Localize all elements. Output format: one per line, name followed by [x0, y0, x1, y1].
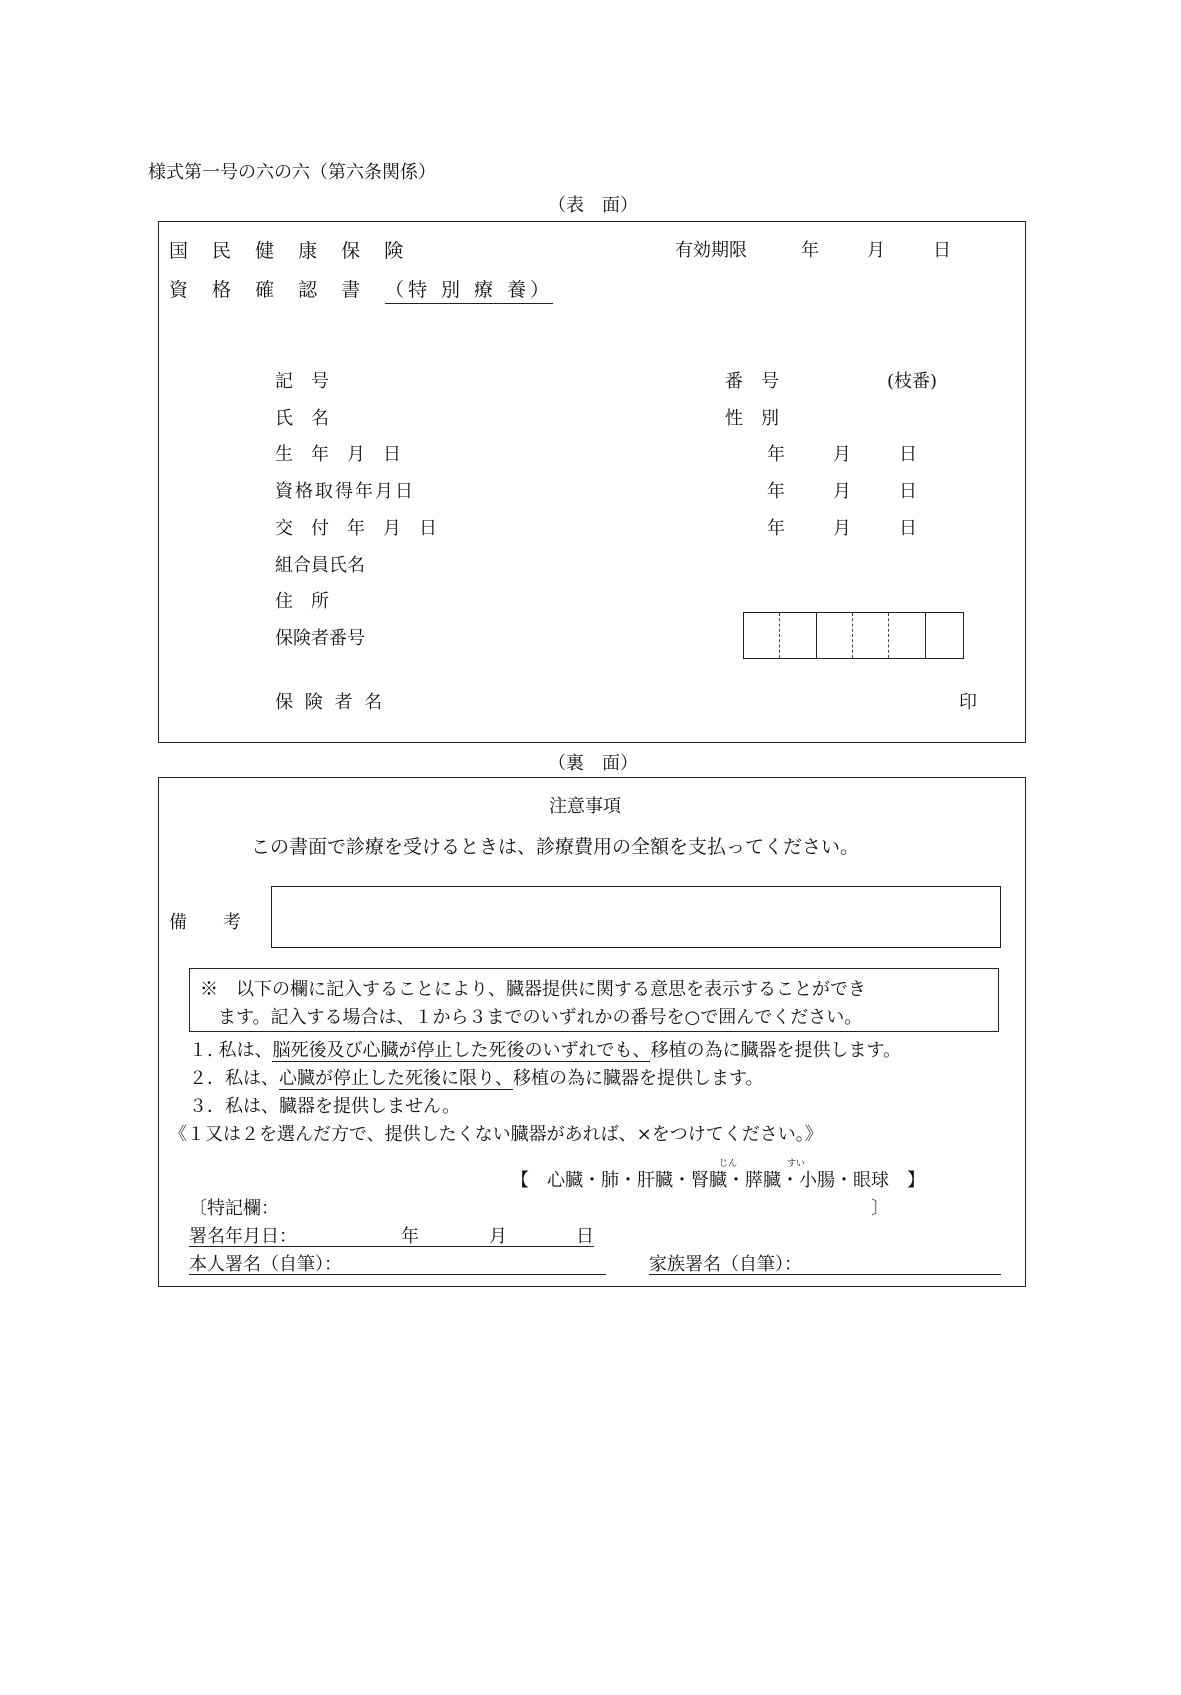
birth-month: 月 [833, 444, 851, 465]
organ-option-1[interactable] [189, 1036, 901, 1062]
expiry-day: 日 [933, 240, 951, 261]
form-title: 様式第一号の六の六（第六条関係） [148, 162, 436, 183]
ruby-sui: すい [787, 1159, 806, 1169]
expiry-year: 年 [801, 240, 819, 261]
tokki-label: 〔特記欄： [189, 1198, 279, 1219]
family-sign-line[interactable] [649, 1250, 1001, 1275]
sign-date-year: 年 [401, 1226, 419, 1247]
shikaku-day: 日 [899, 481, 917, 502]
biko-box[interactable] [271, 886, 1001, 948]
field-shimei: 氏 名 [275, 408, 329, 429]
kofu-day: 日 [899, 518, 917, 539]
self-sign-label: 本人署名（自筆）： [189, 1254, 342, 1275]
kofu-month: 月 [833, 518, 851, 539]
insurer-digit-2[interactable] [780, 613, 817, 658]
option1-underlined: 脳死後及び心臓が停止した死後のいずれでも、 [272, 1040, 651, 1061]
sign-date-line[interactable] [189, 1222, 594, 1247]
birth-day: 日 [899, 444, 917, 465]
field-edaban: (枝番) [887, 371, 938, 392]
insurer-digit-1[interactable] [744, 613, 780, 658]
field-seibetsu: 性 別 [725, 408, 779, 429]
organ-notice-line1: ※ 以下の欄に記入することにより、臓器提供に関する意思を表示することができ [200, 979, 866, 1000]
field-birth: 生 年 月 日 [275, 444, 401, 465]
organ-option-2[interactable] [189, 1064, 764, 1090]
title-subtitle: （特 別 療 養） [385, 275, 553, 304]
kofu-year: 年 [767, 518, 785, 539]
organ-option-note: 《１又は２を選んだ方で、提供したくない臓器があれば、×をつけてください。》 [169, 1124, 823, 1145]
self-sign-line[interactable] [189, 1250, 606, 1275]
organ-notice-box [189, 968, 999, 1032]
seal-mark: 印 [959, 692, 977, 713]
insurer-digit-5[interactable] [889, 613, 926, 658]
birth-year: 年 [767, 444, 785, 465]
notes-text: この書面で診療を受けるときは、診療費用の全額を支払ってください。 [251, 836, 860, 858]
shikaku-year: 年 [767, 481, 785, 502]
expiry-label: 有効期限 [675, 240, 747, 261]
option2-prefix: ２．私は、 [189, 1068, 279, 1089]
field-bango: 番 号 [725, 371, 779, 392]
field-hokensha-bango: 保険者番号 [275, 628, 365, 649]
option1-prefix: １. 私は、 [189, 1040, 273, 1061]
insurer-digit-3[interactable] [817, 613, 853, 658]
front-side-label: （表 面） [548, 195, 638, 216]
field-jusho: 住 所 [275, 591, 329, 612]
field-hokensha-mei: 保 険 者 名 [275, 692, 386, 713]
sign-date-month: 月 [489, 1226, 507, 1247]
back-card [158, 777, 1026, 1287]
title-line2: 資 格 確 認 書 [169, 279, 370, 301]
option1-suffix: 移植の為に臓器を提供します。 [650, 1040, 902, 1061]
sign-date-day: 日 [576, 1226, 594, 1247]
shikaku-month: 月 [833, 481, 851, 502]
sign-date-label: 署名年月日： [189, 1226, 297, 1247]
family-sign-label: 家族署名（自筆）： [649, 1254, 802, 1275]
tokki-close: 〕 [871, 1198, 889, 1219]
notes-title: 注意事項 [549, 796, 621, 817]
field-kumiai: 組合員氏名 [275, 555, 365, 576]
insurer-number-boxes[interactable] [743, 612, 964, 659]
title-line1: 国 民 健 康 保 険 [169, 240, 413, 262]
organ-list[interactable]: 【 心臓・肺・肝臓・腎臓・膵臓・小腸・眼球 】 [511, 1170, 925, 1191]
option2-underlined: 心臓が停止した死後に限り、 [279, 1068, 513, 1089]
field-kigo: 記 号 [275, 371, 329, 392]
option2-suffix: 移植の為に臓器を提供します。 [513, 1068, 764, 1089]
organ-notice-line2: ます。記入する場合は、１から３までのいずれかの番号を○で囲んでください。 [218, 1007, 863, 1028]
expiry-month: 月 [867, 240, 885, 261]
ruby-jin: じん [719, 1159, 738, 1169]
field-kofu: 交 付 年 月 日 [275, 518, 437, 539]
front-card [158, 221, 1026, 743]
insurer-digit-6[interactable] [926, 613, 963, 658]
organ-option-3[interactable]: ３．私は、臓器を提供しません。 [189, 1096, 461, 1117]
back-side-label: （裏 面） [548, 753, 638, 774]
insurer-digit-4[interactable] [853, 613, 889, 658]
field-shikaku: 資格取得年月日 [275, 481, 415, 502]
biko-label: 備 考 [169, 912, 241, 933]
